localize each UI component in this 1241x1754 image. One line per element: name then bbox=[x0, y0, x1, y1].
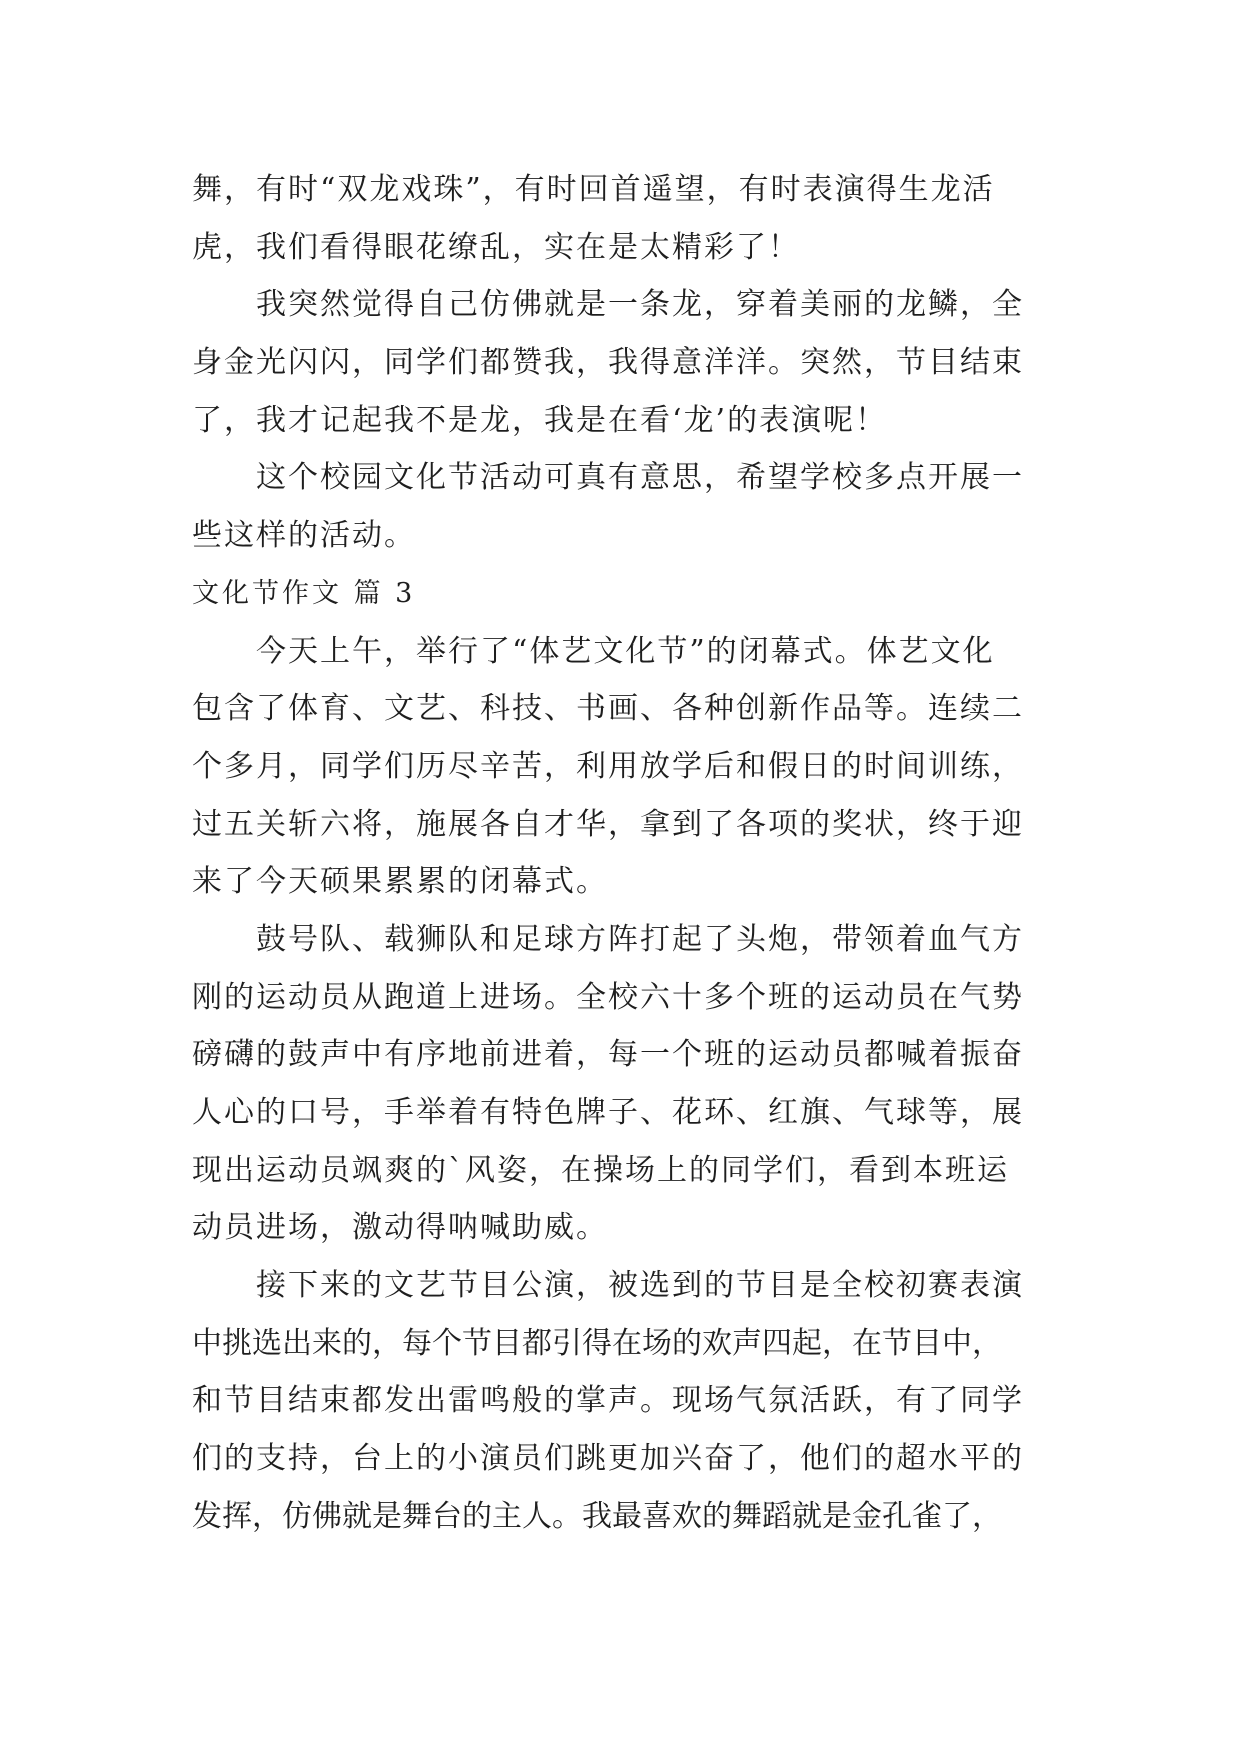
text-line: 中挑选出来的，每个节目都引得在场的欢声四起，在节目中， bbox=[192, 1325, 1002, 1361]
text-line: 接下来的文艺节目公演，被选到的节目是全校初赛表演 bbox=[256, 1268, 1024, 1304]
text-line: 了，我才记起我不是龙，我是在看‘龙’的表演呢！ bbox=[192, 402, 888, 438]
text-line: 鼓号队、载狮队和足球方阵打起了头炮，带领着血气方 bbox=[256, 921, 1024, 957]
text-line: 包含了体育、文艺、科技、书画、各种创新作品等。连续二 bbox=[192, 691, 1024, 727]
text-line: 刚的运动员从跑道上进场。全校六十多个班的运动员在气势 bbox=[192, 979, 1024, 1015]
text-line: 这个校园文化节活动可真有意思，希望学校多点开展一 bbox=[256, 460, 1024, 496]
text-line: 虎，我们看得眼花缭乱，实在是太精彩了！ bbox=[192, 229, 800, 265]
text-line: 发挥，仿佛就是舞台的主人。我最喜欢的舞蹈就是金孔雀了， bbox=[192, 1498, 1002, 1534]
text-line: 些这样的活动。 bbox=[192, 518, 416, 554]
text-line: 动员进场，激动得呐喊助威。 bbox=[192, 1210, 608, 1246]
text-line: 人心的口号，手举着有特色牌子、花环、红旗、气球等，展 bbox=[192, 1095, 1024, 1130]
text-line: 舞，有时“双龙戏珠”，有时回首遥望，有时表演得生龙活 bbox=[192, 172, 995, 207]
text-line: 个多月，同学们历尽辛苦，利用放学后和假日的时间训练， bbox=[192, 748, 1024, 784]
text-line: 过五关斩六将，施展各自才华，拿到了各项的奖状，终于迎 bbox=[192, 806, 1024, 842]
text-line: 现出运动员飒爽的`风姿，在操场上的同学们，看到本班运 bbox=[192, 1152, 1009, 1188]
text-line: 我突然觉得自己仿佛就是一条龙，穿着美丽的龙鳞，全 bbox=[256, 287, 1024, 323]
text-line: 们的支持，台上的小演员们跳更加兴奋了，他们的超水平的 bbox=[192, 1441, 1024, 1477]
text-column bbox=[192, 161, 1052, 1546]
text-line: 今天上午，举行了“体艺文化节”的闭幕式。体艺文化 bbox=[256, 633, 995, 669]
text-line: 磅礴的鼓声中有序地前进着，每一个班的运动员都喊着振奋 bbox=[192, 1037, 1024, 1073]
text-line: 身金光闪闪，同学们都赞我，我得意洋洋。突然，节目结束 bbox=[192, 345, 1024, 381]
text-line: 和节目结束都发出雷鸣般的掌声。现场气氛活跃，有了同学 bbox=[192, 1383, 1024, 1419]
text-line: 来了今天硕果累累的闭幕式。 bbox=[192, 864, 608, 900]
section-heading: 文化节作文 篇 3 bbox=[192, 577, 416, 609]
